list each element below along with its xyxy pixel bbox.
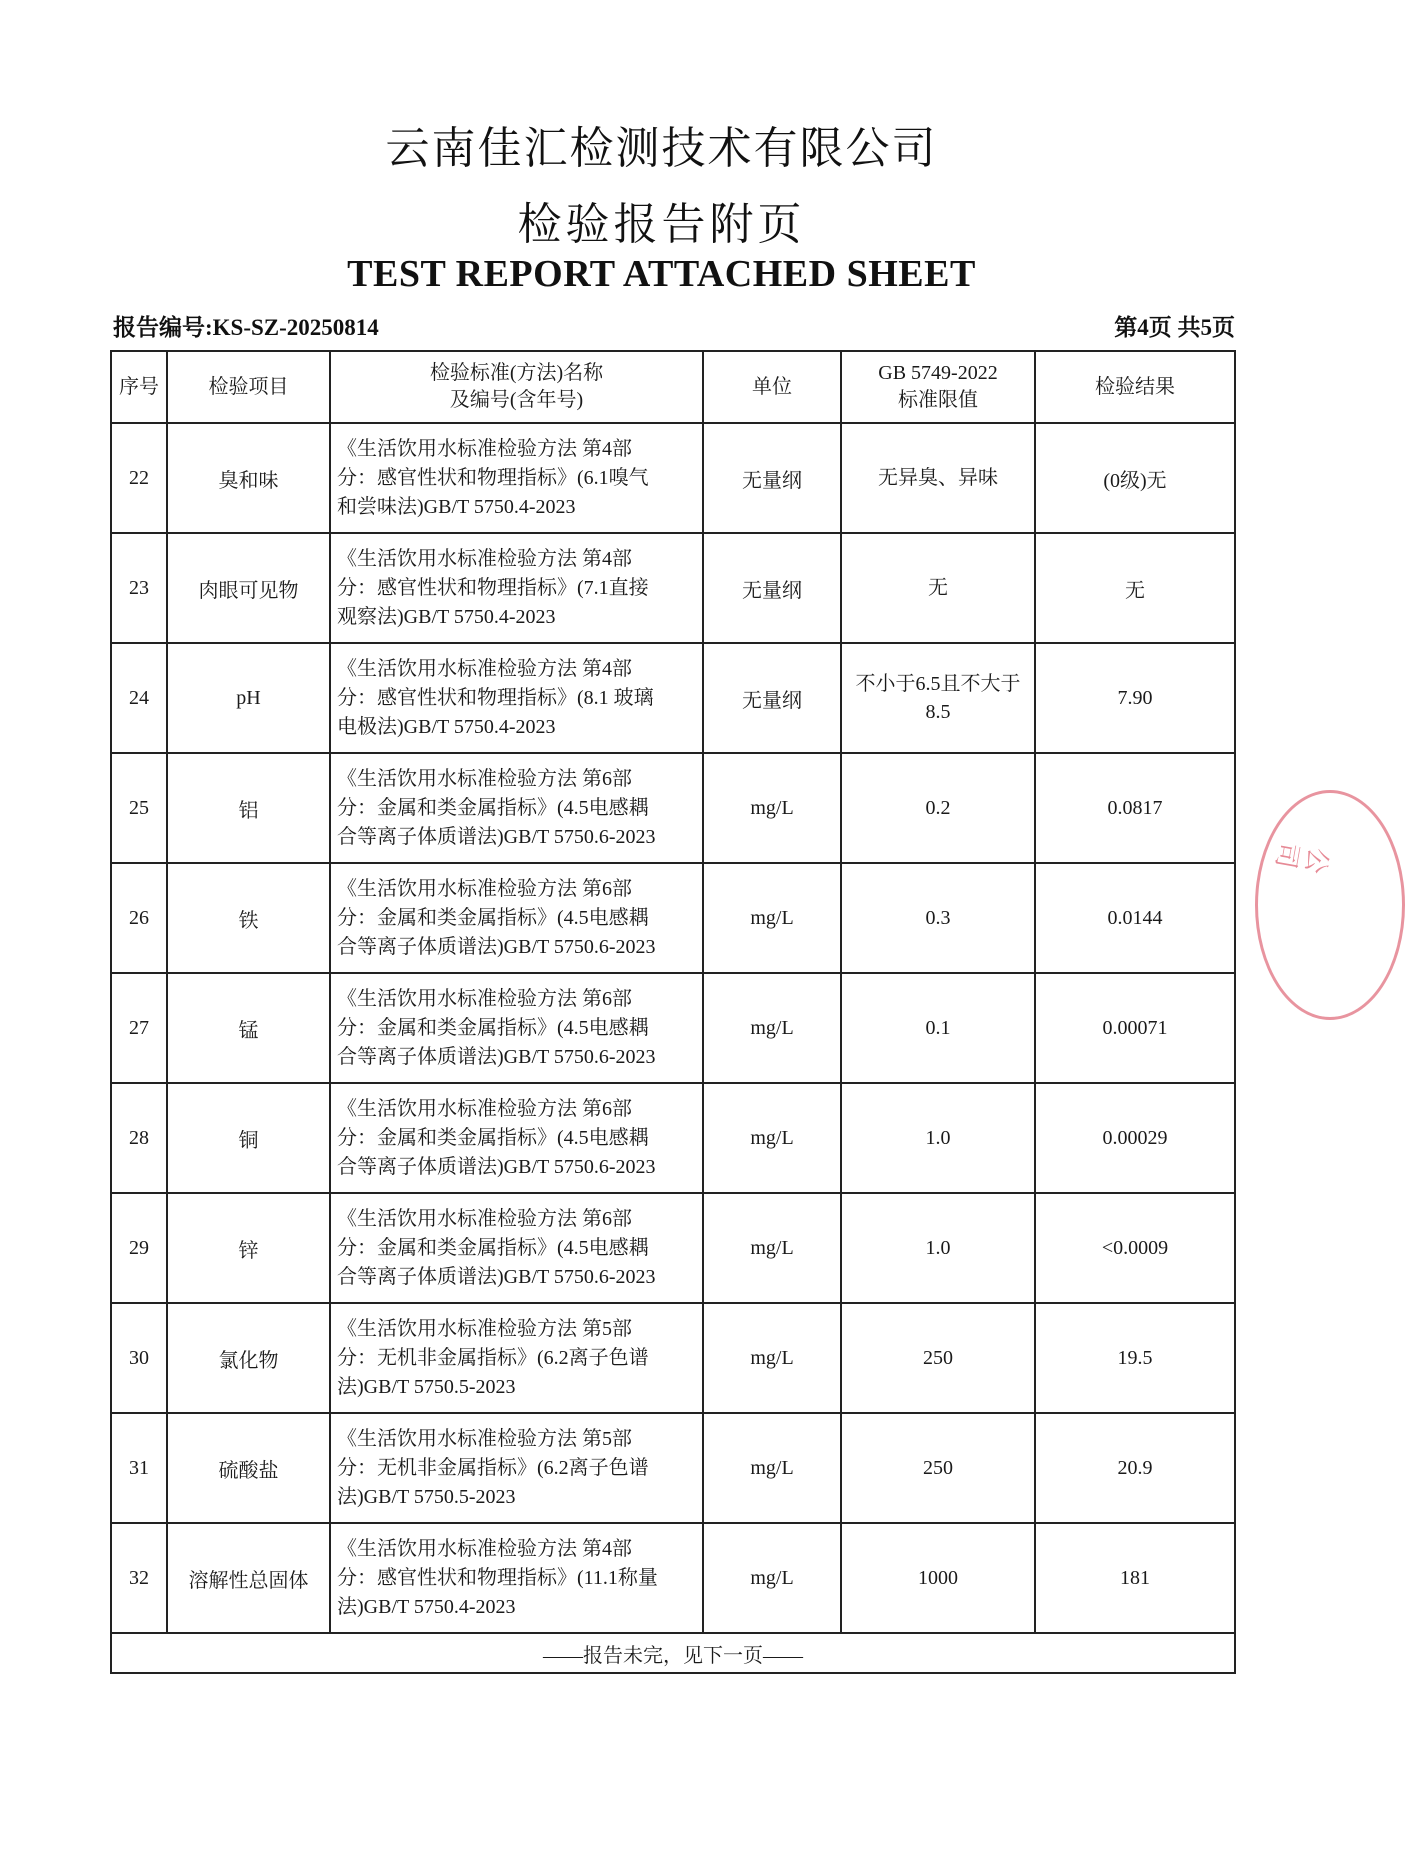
cell-seq: 25 [111,753,167,863]
table-footer-row [111,1633,1235,1673]
method-line: 合等离子体质谱法)GB/T 5750.6-2023 [337,1265,656,1288]
cell-method [330,863,703,973]
cell-unit: mg/L [703,973,841,1083]
cell-unit: 无量纲 [703,533,841,643]
cell-result: 0.0144 [1035,863,1235,973]
cell-item: 硫酸盐 [167,1413,330,1523]
cell-method [330,1303,703,1413]
method-line: 《生活饮用水标准检验方法 第4部 [337,547,632,570]
cell-unit: mg/L [703,1083,841,1193]
cell-method [330,973,703,1083]
method-line: 分：感官性状和物理指标》(11.1称量 [337,1566,658,1589]
method-line: 法)GB/T 5750.5-2023 [337,1485,516,1508]
company-name: 云南佳汇检测技术有限公司 [385,123,938,174]
cell-unit: mg/L [703,1193,841,1303]
seal-text: 公司 [1268,840,1334,881]
limit-line: 0.1 [925,1017,951,1039]
red-seal-stamp [1255,790,1405,1020]
method-line: 《生活饮用水标准检验方法 第6部 [337,877,632,900]
report-number: 报告编号:KS-SZ-20250814 [113,315,379,340]
table-row [111,753,1235,863]
method-line: 观察法)GB/T 5750.4-2023 [337,605,556,628]
method-line: 合等离子体质谱法)GB/T 5750.6-2023 [337,935,656,958]
method-line: 分：感官性状和物理指标》(6.1嗅气 [337,466,649,489]
report-title-en: TEST REPORT ATTACHED SHEET [347,253,976,295]
method-line: 《生活饮用水标准检验方法 第4部 [337,437,632,460]
cell-limit [841,1083,1035,1193]
method-line: 分：感官性状和物理指标》(8.1 玻璃 [337,686,654,709]
header-method-line2: 及编号(含年号) [449,389,584,411]
cell-unit: 无量纲 [703,643,841,753]
limit-line: 8.5 [925,701,951,723]
method-line: 分：金属和类金属指标》(4.5电感耦 [337,1126,649,1149]
method-line: 电极法)GB/T 5750.4-2023 [337,715,556,738]
cell-seq: 32 [111,1523,167,1633]
limit-line: 1.0 [925,1237,951,1259]
cell-seq: 29 [111,1193,167,1303]
cell-limit [841,1413,1035,1523]
table-row [111,1193,1235,1303]
cell-item: 锰 [167,973,330,1083]
cell-method [330,533,703,643]
limit-line: 1000 [918,1567,958,1589]
cell-result: 无 [1035,533,1235,643]
method-line: 合等离子体质谱法)GB/T 5750.6-2023 [337,825,656,848]
cell-result: 0.0817 [1035,753,1235,863]
cell-item: 铜 [167,1083,330,1193]
cell-seq: 24 [111,643,167,753]
cell-method [330,1193,703,1303]
header-result: 检验结果 [1035,351,1235,423]
method-line: 法)GB/T 5750.5-2023 [337,1375,516,1398]
cell-seq: 22 [111,423,167,533]
limit-line: 1.0 [925,1127,951,1149]
method-line: 《生活饮用水标准检验方法 第6部 [337,1207,632,1230]
header-item: 检验项目 [167,351,330,423]
method-line: 分：无机非金属指标》(6.2离子色谱 [337,1456,649,1479]
cell-seq: 31 [111,1413,167,1523]
cell-seq: 30 [111,1303,167,1413]
limit-line: 0.3 [925,907,951,929]
cell-seq: 26 [111,863,167,973]
cell-limit [841,533,1035,643]
cell-limit [841,423,1035,533]
method-line: 分：金属和类金属指标》(4.5电感耦 [337,1016,649,1039]
cell-item: 溶解性总固体 [167,1523,330,1633]
method-line: 分：金属和类金属指标》(4.5电感耦 [337,1236,649,1259]
table-row [111,1413,1235,1523]
method-line: 合等离子体质谱法)GB/T 5750.6-2023 [337,1045,656,1068]
cell-result: 20.9 [1035,1413,1235,1523]
limit-line: 0.2 [925,797,951,819]
table-row [111,973,1235,1083]
limit-line: 无异臭、异味 [878,467,998,489]
method-line: 合等离子体质谱法)GB/T 5750.6-2023 [337,1155,656,1178]
header-unit: 单位 [703,351,841,423]
cell-method [330,423,703,533]
limit-line: 不小于6.5且不大于 [855,673,1021,695]
header-limit-line1: GB 5749-2022 [878,362,998,384]
header-method [330,351,703,423]
cell-seq: 28 [111,1083,167,1193]
method-line: 法)GB/T 5750.4-2023 [337,1595,516,1618]
cell-limit [841,643,1035,753]
cell-result: <0.0009 [1035,1193,1235,1303]
method-line: 《生活饮用水标准检验方法 第4部 [337,657,632,680]
cell-result: 0.00029 [1035,1083,1235,1193]
method-line: 《生活饮用水标准检验方法 第4部 [337,1537,632,1560]
method-line: 《生活饮用水标准检验方法 第5部 [337,1317,632,1340]
cell-method [330,643,703,753]
cell-result: 181 [1035,1523,1235,1633]
method-line: 《生活饮用水标准检验方法 第6部 [337,1097,632,1120]
method-line: 分：无机非金属指标》(6.2离子色谱 [337,1346,649,1369]
method-line: 分：金属和类金属指标》(4.5电感耦 [337,906,649,929]
method-line: 和尝味法)GB/T 5750.4-2023 [337,495,576,518]
cell-limit [841,753,1035,863]
cell-method [330,1413,703,1523]
method-line: 《生活饮用水标准检验方法 第6部 [337,987,632,1010]
cell-item: 铝 [167,753,330,863]
results-table [110,350,1236,1674]
report-title-cn: 检验报告附页 [517,199,806,250]
method-line: 分：金属和类金属指标》(4.5电感耦 [337,796,649,819]
limit-line: 250 [923,1347,953,1369]
table-row [111,1523,1235,1633]
cell-method [330,1083,703,1193]
cell-limit [841,1303,1035,1413]
cell-item: 臭和味 [167,423,330,533]
cell-limit [841,1193,1035,1303]
limit-line: 250 [923,1457,953,1479]
header-limit-line2: 标准限值 [898,389,978,411]
cell-limit [841,863,1035,973]
cell-result: 19.5 [1035,1303,1235,1413]
cell-method [330,753,703,863]
page-indicator: 第4页 共5页 [1114,315,1235,340]
table-row [111,1083,1235,1193]
cell-limit [841,973,1035,1083]
cell-item: 锌 [167,1193,330,1303]
header-method-line1: 检验标准(方法)名称 [429,362,604,384]
cell-unit: mg/L [703,1303,841,1413]
table-row [111,1303,1235,1413]
header-seq: 序号 [111,351,167,423]
method-line: 《生活饮用水标准检验方法 第5部 [337,1427,632,1450]
method-line: 《生活饮用水标准检验方法 第6部 [337,767,632,790]
table-row [111,423,1235,533]
table-body [111,423,1235,1633]
cell-result: (0级)无 [1035,423,1235,533]
cell-result: 7.90 [1035,643,1235,753]
cell-item: 肉眼可见物 [167,533,330,643]
cell-unit: mg/L [703,863,841,973]
cell-seq: 23 [111,533,167,643]
cell-limit [841,1523,1035,1633]
limit-line: 无 [928,577,948,599]
cell-unit: mg/L [703,1413,841,1523]
table-header-row [111,351,1235,423]
cell-item: 铁 [167,863,330,973]
cell-unit: 无量纲 [703,423,841,533]
cell-item: 氯化物 [167,1303,330,1413]
table-row [111,863,1235,973]
table-row [111,533,1235,643]
cell-item: pH [167,643,330,753]
method-line: 分：感官性状和物理指标》(7.1直接 [337,576,649,599]
cell-unit: mg/L [703,753,841,863]
table-row [111,643,1235,753]
cell-method [330,1523,703,1633]
continuation-note: ——报告未完，见下一页—— [111,1633,1235,1673]
header-limit [841,351,1035,423]
cell-unit: mg/L [703,1523,841,1633]
cell-seq: 27 [111,973,167,1083]
cell-result: 0.00071 [1035,973,1235,1083]
